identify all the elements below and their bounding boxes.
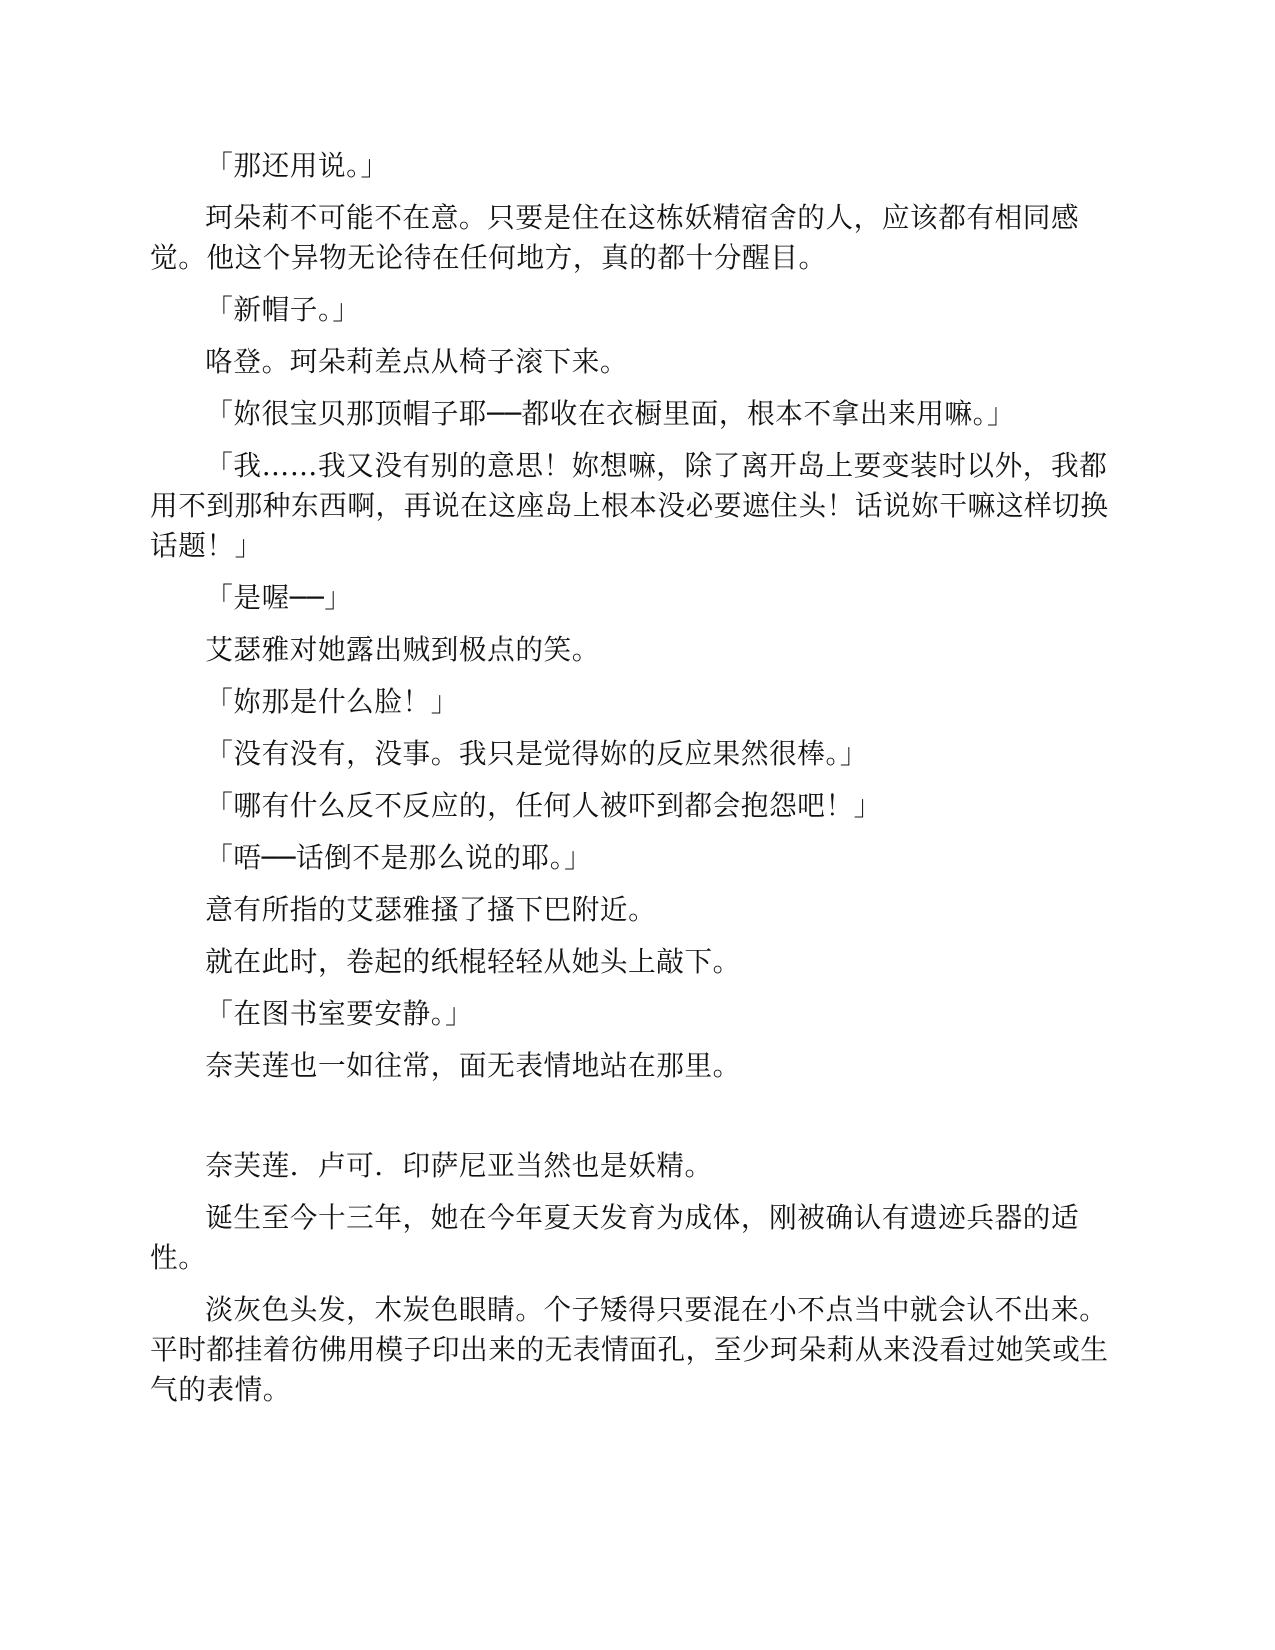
paragraph: 意有所指的艾瑟雅搔了搔下巴附近。 [205, 893, 657, 926]
paragraph: 就在此时，卷起的纸棍轻轻从她头上敲下。 [205, 945, 741, 978]
paragraph: 「妳那是什么脸！」 [205, 685, 459, 718]
paragraph: 奈芙莲也一如往常，面无表情地站在那里。 [205, 1049, 741, 1082]
paragraph: 珂朵莉不可能不在意。只要是住在这栋妖精宿舍的人，应该都有相同感觉。他这个异物无论待在任何地方，真的都十分醒目。 [150, 201, 1080, 274]
paragraph: 「在图书室要安静。」 [205, 997, 474, 1030]
body-text [150, 146, 1122, 1422]
paragraph: 「哪有什么反不反应的，任何人被吓到都会抱怨吧！」 [205, 789, 882, 822]
paragraph: 咯登。珂朵莉差点从椅子滚下来。 [205, 345, 629, 378]
paragraph: 「新帽子。」 [205, 293, 361, 326]
paragraph: 「我……我又没有别的意思！妳想嘛，除了离开岛上要变装时以外，我都用不到那种东西啊，再说在这座岛上根本没必要遮住头！话说妳干嘛这样切换话题！」 [150, 449, 1109, 562]
paragraph: 淡灰色头发，木炭色眼睛。个子矮得只要混在小不点当中就会认不出来。平时都挂着彷佛用模子印出来的无表情面孔，至少珂朵莉从来没看过她笑或生气的表情。 [150, 1293, 1109, 1406]
paragraph: 「妳很宝贝那顶帽子耶──都收在衣橱里面，根本不拿出来用嘛。」 [205, 397, 1016, 430]
paragraph: 「没有没有，没事。我只是觉得妳的反应果然很棒。」 [205, 737, 869, 770]
paragraph: 诞生至今十三年，她在今年夏天发育为成体，刚被确认有遗迹兵器的适性。 [150, 1201, 1080, 1274]
paragraph: 「那还用说。」 [205, 149, 389, 182]
paragraph: 「唔──话倒不是那么说的耶。」 [205, 841, 593, 874]
paragraph: 艾瑟雅对她露出贼到极点的笑。 [205, 633, 600, 666]
paragraph: 奈芙莲．卢可．印萨尼亚当然也是妖精。 [205, 1149, 713, 1182]
paragraph: 「是喔──」 [205, 581, 353, 614]
